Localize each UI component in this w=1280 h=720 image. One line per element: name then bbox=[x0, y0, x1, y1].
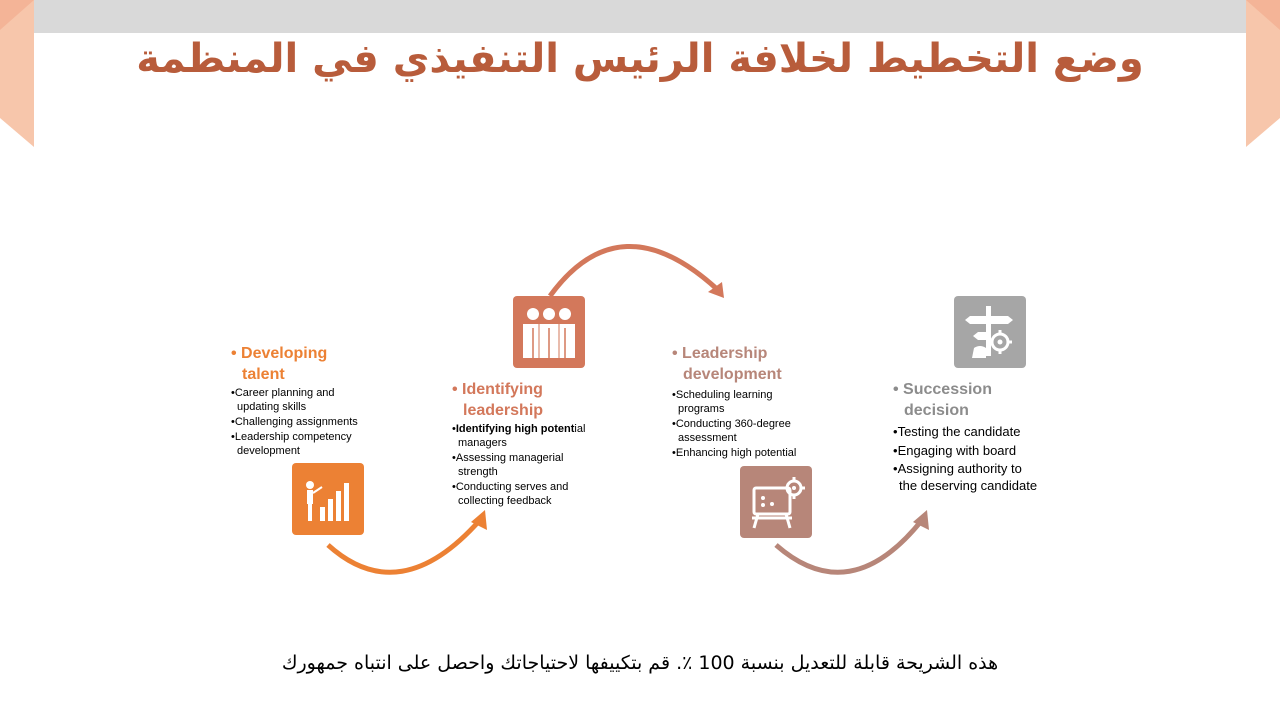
training-board-gear-icon bbox=[740, 466, 812, 538]
list-item: •Conducting 360-degree assessment bbox=[672, 418, 791, 444]
succession-decision-list bbox=[893, 424, 1043, 496]
identifying-leadership-list bbox=[452, 422, 592, 509]
list-item: •Conducting serves and collecting feedback bbox=[452, 481, 569, 507]
step-title-leadership-development: • Leadership development bbox=[672, 345, 782, 383]
list-item: •Identifying high potential managers bbox=[452, 423, 586, 449]
list-item: •Assigning authority to the deserving candidate bbox=[893, 461, 1038, 493]
list-item: •Career planning and updating skills bbox=[231, 387, 335, 413]
list-item: •Scheduling learning programs bbox=[672, 389, 773, 415]
list-item: •Leadership competency development bbox=[231, 431, 352, 457]
footer-note: هذه الشريحة قابلة للتعديل بنسبة 100 ٪. قم بتكييفها لاحتياجاتك واحصل على انتباه جمهورك bbox=[281, 652, 999, 674]
list-item: •Assessing managerial strength bbox=[452, 452, 564, 478]
bullet-dot: • bbox=[672, 345, 683, 362]
arrow-top-coral bbox=[550, 246, 718, 296]
list-item: •Challenging assignments bbox=[231, 416, 358, 428]
presentation-bar-chart-icon bbox=[292, 463, 364, 535]
signpost-gear-icon bbox=[954, 296, 1026, 368]
leadership-development-list bbox=[672, 388, 812, 461]
step-title-identifying-leadership: • Identifying leadership bbox=[452, 381, 544, 419]
bullet-dot: • bbox=[452, 381, 463, 398]
list-item: •Engaging with board bbox=[893, 442, 1017, 458]
developing-talent-list bbox=[231, 386, 371, 459]
list-item: •Testing the candidate bbox=[893, 424, 1021, 439]
slide-title: وضع التخطيط لخلافة الرئيس التنفيذي في المنظمة bbox=[136, 36, 1144, 82]
step-title-developing-talent: • Developing talent bbox=[231, 345, 328, 383]
bullet-dot: • bbox=[893, 381, 904, 398]
list-item: •Enhancing high potential bbox=[672, 447, 797, 459]
step-title-succession-decision: • Succession decision bbox=[893, 381, 992, 419]
business-team-icon bbox=[513, 296, 585, 368]
bullet-dot: • bbox=[231, 345, 242, 362]
